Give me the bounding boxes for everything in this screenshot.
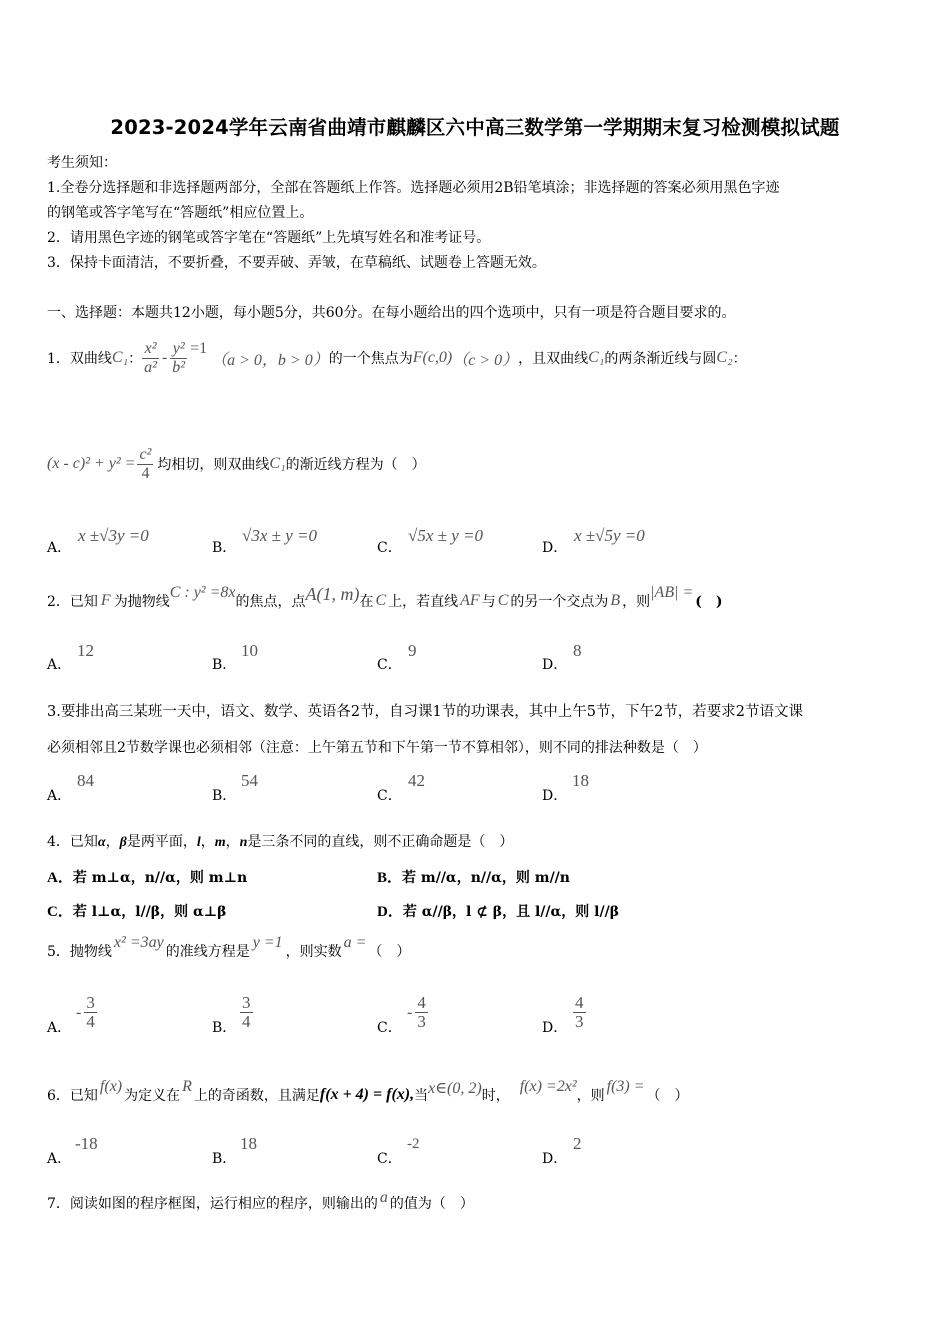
- q5-option-d-fraction: [573, 994, 586, 1031]
- q6-f3: f(3) =: [606, 1078, 645, 1095]
- q4-l: l: [196, 835, 201, 850]
- q6-option-a-value: -18: [75, 1134, 98, 1153]
- q7-text-2: 的值为（ ）: [389, 1196, 474, 1212]
- q6-option-d-label: D．: [542, 1151, 568, 1167]
- q2-b: B: [610, 592, 621, 609]
- q4-text-2: 是两平面，: [126, 834, 197, 850]
- q3-option-b-label: B．: [212, 788, 237, 804]
- question-1-stem: [47, 336, 747, 380]
- q6-text-5: 时，: [481, 1088, 510, 1104]
- q6-definition: f(x) =2x²: [519, 1078, 577, 1095]
- q6-option-c-label: C．: [377, 1151, 402, 1167]
- q1-cond: （a > 0，b > 0）: [211, 351, 329, 369]
- q3-option-c-label: C．: [377, 788, 402, 804]
- q5-option-c-label: C．: [377, 1020, 402, 1036]
- q2-text-4: 在: [359, 594, 374, 610]
- q2-point: A(1, m): [305, 584, 360, 604]
- question-4-stem: [47, 831, 513, 851]
- q1-frac2-num: y²: [170, 340, 187, 359]
- q6-option-c-value: -2: [407, 1136, 420, 1152]
- notice-item-1-line-2: 的钢笔或答字笔写在“答题纸”相应位置上。: [47, 205, 314, 221]
- q2-text-9: ( ): [695, 594, 723, 610]
- q5-option-a-label: A．: [47, 1020, 72, 1036]
- q2-option-c-value: 9: [408, 641, 417, 660]
- q2-option-c-label: C．: [377, 657, 402, 673]
- q1-option-b-value: √3x ± y =0: [242, 526, 317, 545]
- q4-option-c-label: C．: [47, 904, 73, 920]
- q4-text-3: 是三条不同的直线，则不正确命题是（ ）: [247, 834, 514, 850]
- q3-option-a-label: A．: [47, 788, 72, 804]
- q2-option-d-value: 8: [573, 641, 582, 660]
- q7-text-1: 7．阅读如图的程序框图，运行相应的程序，则输出的: [47, 1196, 378, 1212]
- q6-fx: f(x): [99, 1078, 123, 1095]
- q1-fraction-y: [170, 340, 187, 377]
- q6-text-1: 6．已知: [47, 1088, 98, 1104]
- q3-option-a-value: 84: [77, 771, 94, 790]
- q4-comma-2: ，: [200, 834, 215, 850]
- q2-option-d-label: D．: [542, 657, 568, 673]
- q1-frac1-num: x²: [142, 340, 159, 359]
- q5-option-c-num: 4: [417, 993, 426, 1012]
- q5-option-a-value: [76, 994, 97, 1031]
- q5-equation: x² =3ay: [113, 934, 164, 951]
- q4-option-b-text: 若 m//α，n//α，则 m//n: [402, 870, 570, 886]
- q4-comma-3: ，: [225, 834, 240, 850]
- q1-text-5: ：: [732, 351, 747, 367]
- q1-c1c: C₁: [269, 455, 286, 472]
- q1-option-a-value: x ±√3y =0: [78, 526, 149, 545]
- q6-domain: x∈(0, 2): [428, 1080, 482, 1097]
- q6-text-2: 为定义在: [124, 1088, 181, 1104]
- q1-text-1: 1．双曲线: [47, 351, 112, 367]
- q5-option-c-sign: -: [407, 1003, 413, 1021]
- notice-item-2: 2．请用黑色字迹的钢笔或答字笔在“答题纸”上先填写姓名和准考证号。: [47, 230, 491, 246]
- q1-option-d-value: x ±√5y =0: [574, 526, 645, 545]
- q5-option-a-fraction: [84, 994, 97, 1031]
- q2-af: AF: [460, 592, 480, 609]
- q1-frac2-den: b²: [172, 358, 186, 376]
- q2-c-2: C: [497, 592, 509, 609]
- q1-circle-num: c²: [139, 445, 152, 463]
- q5-text-1: 5．抛物线: [47, 944, 112, 960]
- q5-text-2: 的准线方程是: [165, 944, 250, 960]
- q2-text-7: 的另一个交点为: [510, 594, 609, 610]
- question-1-stem-cont: [47, 442, 426, 486]
- q1-circle-den: 4: [141, 464, 150, 482]
- q2-option-b-value: 10: [241, 641, 258, 660]
- q1-c1: C₁: [111, 349, 129, 366]
- q1-circle-lhs: (x - c)² + y² =: [47, 455, 136, 472]
- q1-minus: -: [161, 349, 168, 366]
- q1-option-d-label: D．: [542, 540, 568, 556]
- q4-text-1: 4．已知: [47, 834, 98, 850]
- q5-a: a =: [343, 934, 367, 951]
- q2-parabola: C : y² =8x: [169, 584, 236, 601]
- question-2-stem: [47, 584, 723, 618]
- q3-option-d-value: 18: [572, 771, 589, 790]
- q1-text-4: 的两条渐近线与圆: [604, 351, 717, 367]
- q5-option-c-den: 3: [417, 1012, 426, 1031]
- q3-option-d-label: D．: [542, 788, 568, 804]
- q4-option-a: [47, 866, 247, 887]
- q1-text-3: ，且双曲线: [518, 351, 589, 367]
- q5-option-d-value: [573, 994, 586, 1031]
- q5-option-b-num: 3: [242, 993, 251, 1012]
- q1-option-a-label: A．: [47, 540, 72, 556]
- question-7-stem: [47, 1189, 474, 1217]
- q1-colon: ：: [128, 351, 143, 367]
- q1-cond2: （c > 0）: [452, 351, 519, 369]
- q4-option-a-text: 若 m⊥α，n//α，则 m⊥n: [72, 870, 248, 886]
- q2-text-8: ，则: [622, 594, 651, 610]
- q1-frac1-den: a²: [144, 358, 157, 376]
- q5-option-a-num: 3: [86, 993, 95, 1012]
- q1-circle-fraction: [137, 446, 153, 483]
- q2-text-5: 上，若直线: [388, 594, 459, 610]
- q4-option-d-label: D．: [377, 904, 403, 920]
- q4-option-c: [47, 900, 226, 921]
- q6-option-a-label: A．: [47, 1151, 72, 1167]
- q1-eq1: =1: [190, 340, 208, 357]
- q6-option-b-label: B．: [212, 1151, 237, 1167]
- q1-option-c-label: C．: [377, 540, 402, 556]
- q5-option-b-den: 4: [242, 1012, 251, 1031]
- q5-text-4: （ ）: [368, 944, 411, 960]
- q4-option-b-label: B．: [377, 870, 403, 886]
- q6-text-7: （ ）: [646, 1088, 689, 1104]
- page-title: 2023-2024学年云南省曲靖市麒麟区六中高三数学第一学期期末复习检测模拟试题: [110, 116, 840, 139]
- q6-period: f(x + 4) = f(x),: [319, 1086, 415, 1103]
- q4-option-d-text: 若 α//β，l ⊄ β，且 l//α，则 l//β: [402, 904, 620, 920]
- q1-text-7: 的渐近线方程为（ ）: [285, 457, 426, 473]
- notice-heading: 考生须知：: [47, 155, 117, 171]
- q5-option-b-fraction: [240, 994, 253, 1031]
- q4-m: m: [214, 835, 226, 850]
- q5-option-b-value: [240, 994, 253, 1031]
- q3-option-c-value: 42: [408, 771, 425, 790]
- q4-option-d: [377, 900, 619, 921]
- q4-alpha: α: [97, 835, 106, 850]
- notice-item-1-line-1: 1.全卷分选择题和非选择题两部分，全部在答题纸上作答。选择题必须用2B铅笔填涂；非选择题的答案必须用黑色字迹: [47, 180, 780, 196]
- q2-c: C: [375, 592, 387, 609]
- q2-abs: |AB| =: [650, 584, 694, 601]
- q5-option-c-fraction: [415, 994, 428, 1031]
- q6-text-3: 上的奇函数，且满足: [193, 1088, 320, 1104]
- q6-text-4: 当: [414, 1088, 429, 1104]
- q5-directrix: y =1: [252, 934, 283, 951]
- q1-focus: F(c,0): [412, 349, 453, 366]
- q5-option-d-label: D．: [542, 1020, 568, 1036]
- q2-option-a-label: A．: [47, 657, 72, 673]
- q2-option-b-label: B．: [212, 657, 237, 673]
- q2-option-a-value: 12: [77, 641, 94, 660]
- q2-f: F: [100, 592, 111, 609]
- q4-comma-1: ，: [105, 834, 120, 850]
- question-5-stem: [47, 934, 410, 968]
- q5-option-d-num: 4: [575, 993, 584, 1012]
- question-6-stem: [47, 1078, 689, 1112]
- q1-text-2: 的一个焦点为: [328, 351, 413, 367]
- q3-option-b-value: 54: [241, 771, 258, 790]
- q5-option-a-sign: -: [76, 1003, 82, 1021]
- q4-beta: β: [119, 835, 127, 850]
- q1-c1b: C₁: [588, 349, 605, 366]
- q4-option-b: [377, 866, 570, 887]
- q5-text-3: ，则实数: [285, 944, 342, 960]
- q1-fraction-x: [142, 340, 159, 377]
- q2-text-2: 为抛物线: [113, 594, 170, 610]
- q5-option-a-den: 4: [86, 1012, 95, 1031]
- question-3-line-2: 必须相邻且2节数学课也必须相邻（注意：上午第五节和下午第一节不算相邻），则不同的排法种数是（ ）: [47, 740, 707, 756]
- q6-option-d-value: 2: [573, 1134, 582, 1153]
- q6-option-b-value: 18: [240, 1134, 257, 1153]
- q5-option-c-value: [407, 994, 428, 1031]
- q7-a: a: [379, 1189, 388, 1206]
- notice-item-3: 3．保持卡面清洁，不要折叠，不要弄破、弄皱，在草稿纸、试题卷上答题无效。: [47, 255, 546, 271]
- q2-text-6: 与: [481, 594, 496, 610]
- section-heading: 一、选择题：本题共12小题，每小题5分，共60分。在每小题给出的四个选项中，只有一项是符合题目要求的。: [47, 305, 736, 321]
- question-3-line-1: 3.要排出高三某班一天中，语文、数学、英语各2节，自习课1节的功课表，其中上午5节，下午2节，若要求2节语文课: [47, 704, 803, 720]
- q1-text-6: 均相切，则双曲线: [157, 457, 270, 473]
- q4-option-a-label: A．: [47, 870, 73, 886]
- q1-option-b-label: B．: [212, 540, 237, 556]
- q5-option-b-label: B．: [212, 1020, 237, 1036]
- q1-c2: C₂: [716, 349, 733, 366]
- q6-text-6: ，则: [576, 1088, 605, 1104]
- q1-option-c-value: √5x ± y =0: [408, 526, 483, 545]
- q2-text-3: 的焦点，点: [235, 594, 306, 610]
- q2-text-1: 2．已知: [47, 594, 98, 610]
- q4-option-c-text: 若 l⊥α，l//β，则 α⊥β: [72, 904, 227, 920]
- q5-option-d-den: 3: [575, 1012, 584, 1031]
- q4-n: n: [239, 835, 248, 850]
- q6-r: R: [182, 1078, 192, 1095]
